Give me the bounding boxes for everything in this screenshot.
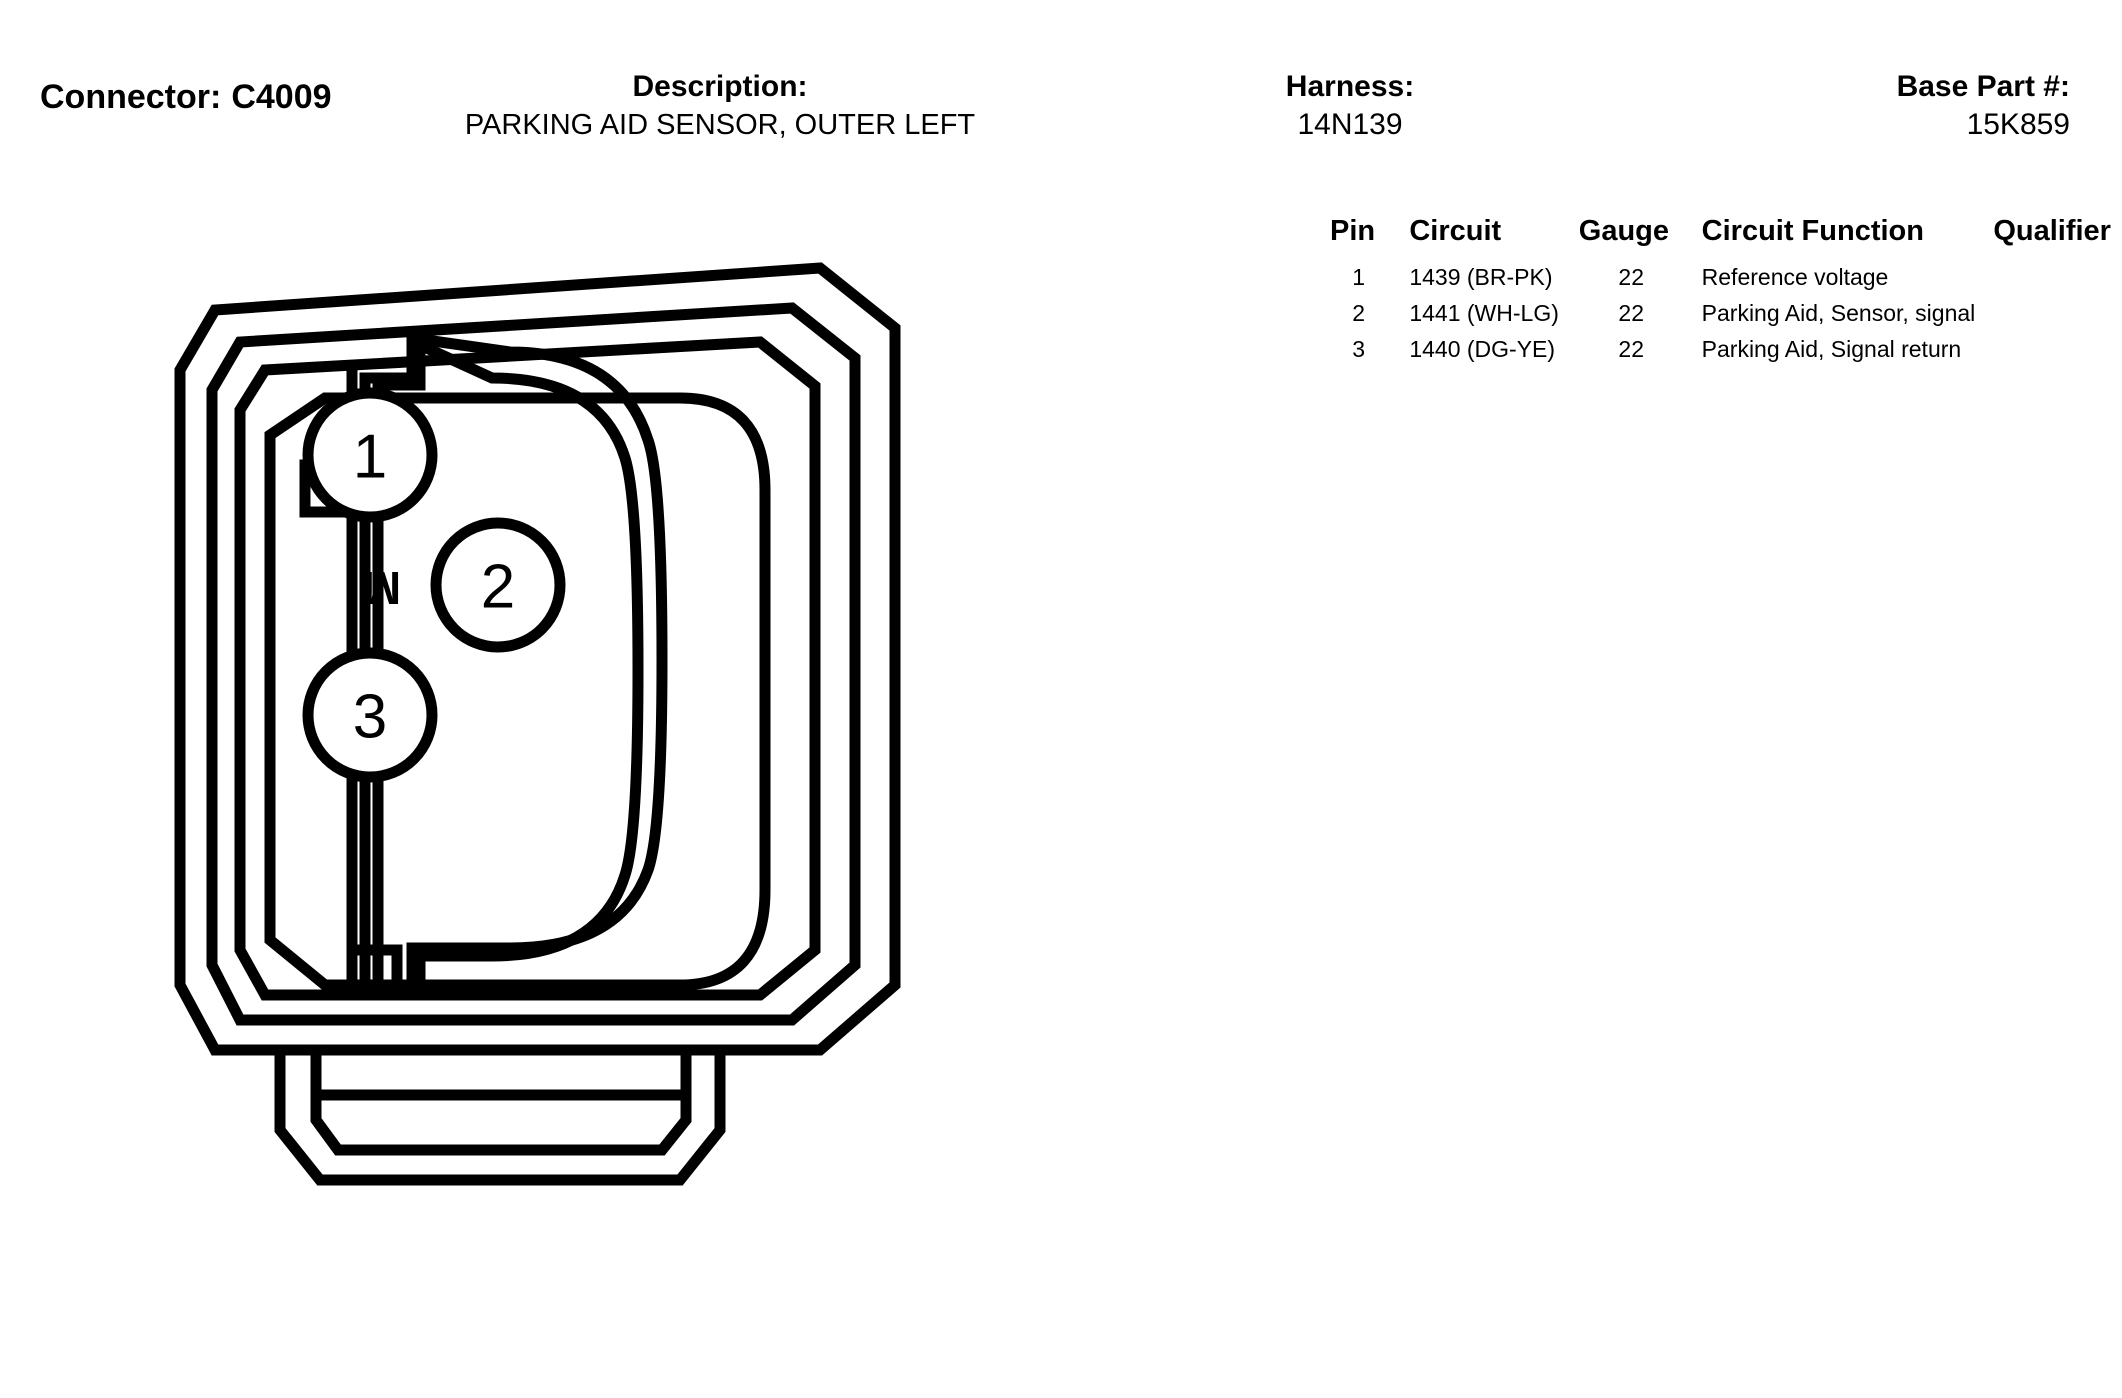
- cell-qualifier: [1983, 298, 2122, 334]
- table-row: [1330, 262, 2122, 298]
- pin-number-1: 1: [352, 422, 388, 492]
- base-part-label: Base Part #:: [1896, 70, 2070, 103]
- pin-table: [1330, 215, 2122, 370]
- cell-pin: 3: [1352, 336, 1366, 362]
- connector-label: Connector:: [40, 78, 222, 116]
- cell-pin: 2: [1352, 300, 1366, 326]
- description-label: Description:: [632, 70, 808, 103]
- column-header-function: Circuit Function: [1701, 215, 1924, 247]
- column-header-gauge: Gauge: [1578, 215, 1670, 247]
- base-part-value: 15K859: [1966, 108, 2070, 141]
- connector-diagram: [120, 250, 1000, 1350]
- cell-pin: 1: [1352, 264, 1366, 290]
- table-row: [1330, 334, 2122, 370]
- cell-function: Parking Aid, Sensor, signal: [1701, 300, 1976, 326]
- keyway-marker-icon: M: [362, 562, 402, 614]
- harness-value: 14N139: [1297, 108, 1403, 141]
- description-value: PARKING AID SENSOR, OUTER LEFT: [464, 109, 976, 141]
- cell-function: Reference voltage: [1701, 264, 1889, 290]
- pin-circles: [308, 393, 560, 777]
- connector-value: C4009: [231, 78, 332, 116]
- table-row: [1330, 298, 2122, 334]
- column-header-qualifier: Qualifier: [1993, 215, 2111, 247]
- cell-qualifier: [1983, 262, 2122, 298]
- base-part-block: [1800, 68, 2070, 144]
- pin-number-2: 2: [480, 552, 516, 622]
- pin-number-3: 3: [352, 682, 388, 752]
- header: [0, 0, 2122, 170]
- harness-block: [1220, 68, 1480, 144]
- table-header-row: [1330, 215, 2122, 262]
- description-block: [420, 68, 1020, 144]
- cell-function: Parking Aid, Signal return: [1701, 336, 1962, 362]
- cell-gauge: 22: [1618, 336, 1645, 362]
- cell-gauge: 22: [1618, 264, 1645, 290]
- harness-label: Harness:: [1285, 70, 1415, 103]
- cell-circuit: 1441 (WH-LG): [1409, 300, 1559, 326]
- column-header-pin: Pin: [1330, 215, 1376, 247]
- cell-circuit: 1439 (BR-PK): [1409, 264, 1553, 290]
- latch-body-outline: [280, 1050, 720, 1180]
- cell-circuit: 1440 (DG-YE): [1409, 336, 1556, 362]
- connector-id-block: [40, 78, 332, 116]
- cell-gauge: 22: [1618, 300, 1645, 326]
- column-header-circuit: Circuit: [1409, 215, 1502, 247]
- cell-qualifier: [1983, 334, 2122, 370]
